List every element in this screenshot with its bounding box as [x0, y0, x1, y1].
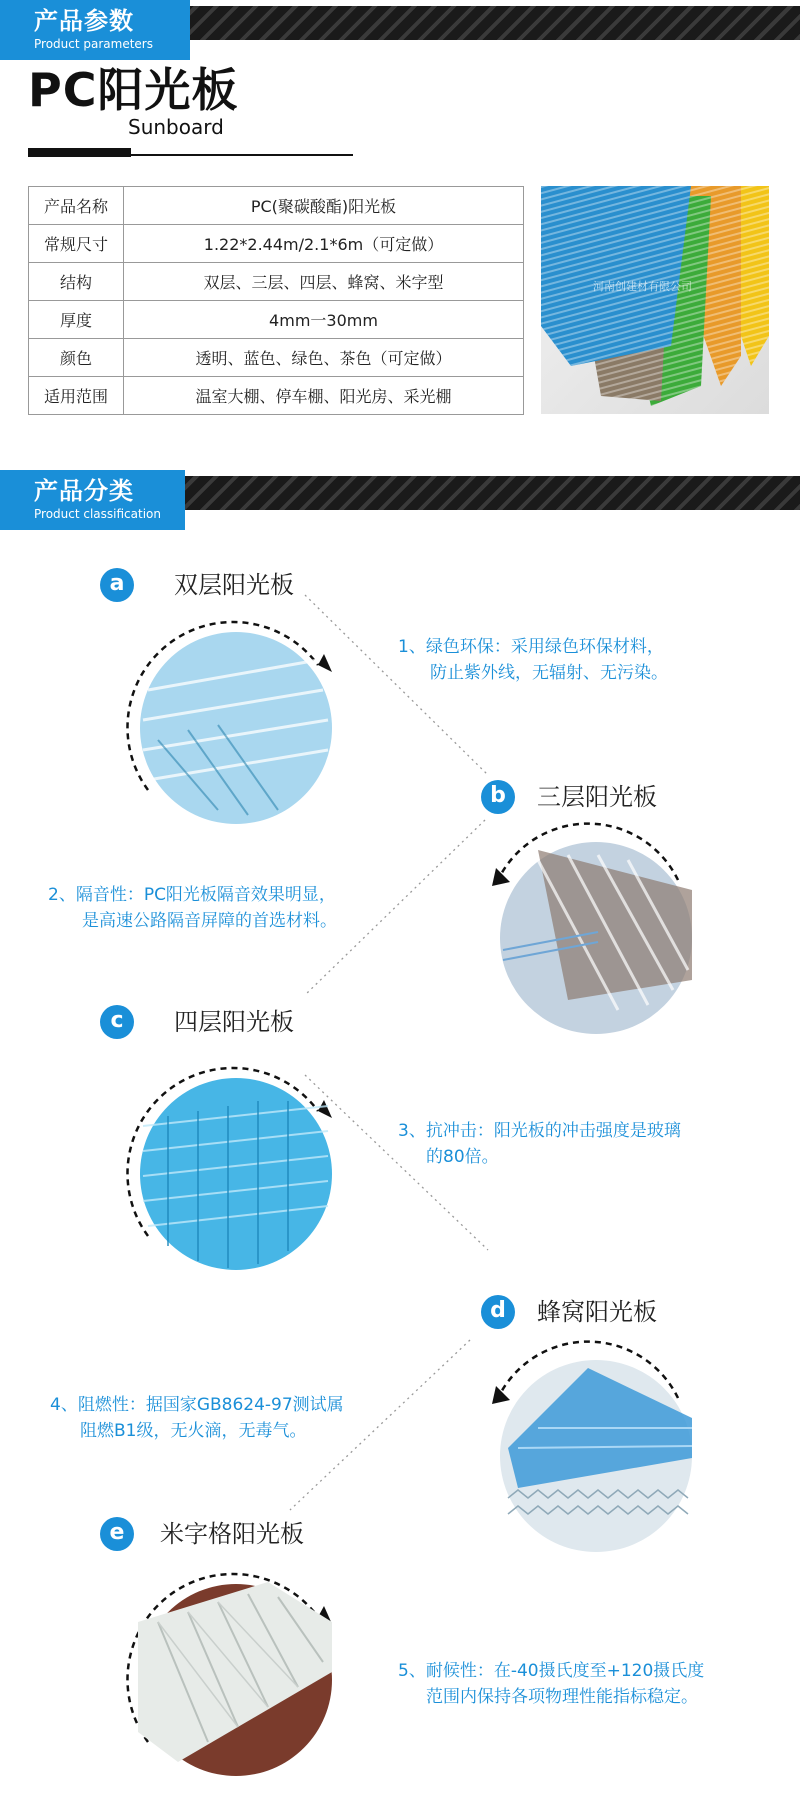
feature-3-line1: 3、抗冲击：阳光板的冲击强度是玻璃: [398, 1121, 681, 1141]
banner-title: 产品参数: [34, 7, 134, 35]
spec-value: PC(聚碳酸酯)阳光板: [124, 187, 524, 225]
feature-2-line2: 是高速公路隔音屏障的首选材料。: [82, 911, 337, 931]
feature-4: [50, 1392, 344, 1444]
feature-3: [398, 1118, 681, 1170]
feature-2-line1: 2、隔音性：PC阳光板隔音效果明显，: [48, 885, 336, 905]
feature-1-line1: 1、绿色环保：采用绿色环保材料，: [398, 637, 664, 657]
spec-value: 双层、三层、四层、蜂窝、米字型: [124, 263, 524, 301]
category-label-c: 四层阳光板: [174, 1008, 294, 1036]
spec-value: 温室大棚、停车棚、阳光房、采光棚: [124, 377, 524, 415]
banner-title: 产品分类: [34, 477, 134, 505]
category-image-a: [118, 610, 348, 840]
category-badge-e: e: [100, 1517, 134, 1551]
feature-4-line2: 阻燃B1级，无火滴，无毒气。: [80, 1421, 307, 1441]
spec-value: 透明、蓝色、绿色、茶色（可定做）: [124, 339, 524, 377]
category-badge-a: a: [100, 568, 134, 602]
spec-key: 常规尺寸: [29, 225, 124, 263]
photo-watermark: 河南创建材有限公司: [593, 280, 692, 293]
category-badge-c: c: [100, 1005, 134, 1039]
spec-value: 1.22*2.44m/2.1*6m（可定做）: [124, 225, 524, 263]
spec-key: 产品名称: [29, 187, 124, 225]
spec-key: 结构: [29, 263, 124, 301]
feature-5-line1: 5、耐候性：在-40摄氏度至+120摄氏度: [398, 1661, 705, 1681]
spec-key: 适用范围: [29, 377, 124, 415]
spec-key: 厚度: [29, 301, 124, 339]
category-label-d: 蜂窝阳光板: [537, 1298, 657, 1326]
feature-5-line2: 范围内保持各项物理性能指标稳定。: [426, 1687, 698, 1707]
category-label-a: 双层阳光板: [174, 571, 294, 599]
feature-3-line2: 的80倍。: [426, 1147, 499, 1167]
spec-value: 4mm一30mm: [124, 301, 524, 339]
category-label-e: 米字格阳光板: [160, 1520, 304, 1548]
feature-1: [398, 634, 668, 686]
category-image-b: [478, 820, 708, 1050]
category-label-b: 三层阳光板: [537, 783, 657, 811]
category-image-c: [118, 1056, 348, 1286]
product-title: PC阳光板: [28, 63, 239, 117]
category-badge-b: b: [481, 780, 515, 814]
category-image-d: [478, 1338, 708, 1568]
banner-subtitle: Product classification: [34, 507, 161, 521]
product-subtitle: Sunboard: [128, 115, 224, 139]
feature-1-line2: 防止紫外线，无辐射、无污染。: [430, 663, 668, 683]
spec-key: 颜色: [29, 339, 124, 377]
feature-2: [48, 882, 337, 934]
banner-subtitle: Product parameters: [34, 37, 153, 51]
feature-4-line1: 4、阻燃性：据国家GB8624-97测试属: [50, 1395, 344, 1415]
feature-5: [398, 1658, 704, 1710]
category-image-e: [118, 1562, 348, 1792]
category-badge-d: d: [481, 1295, 515, 1329]
